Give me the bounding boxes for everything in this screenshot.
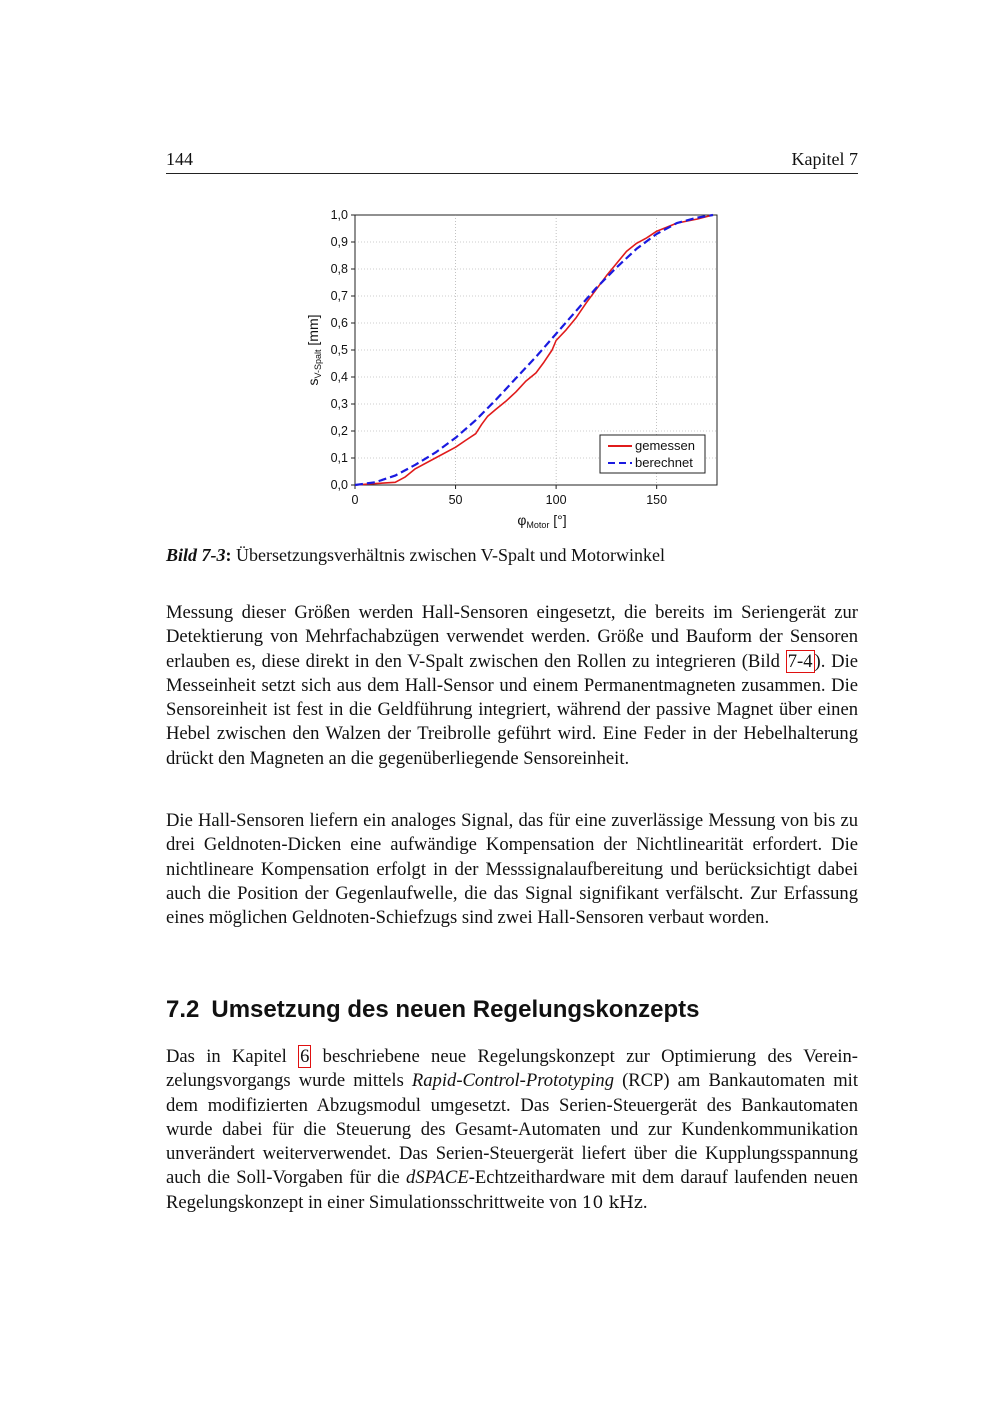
y-tick-label: 0,6	[330, 316, 348, 330]
y-tick-labels	[331, 208, 348, 492]
section-number: 7.2	[166, 996, 200, 1023]
paragraph-3-text-d: -Echtzeithardware mit dem darauf laufenden neuen Regelungskonzept in einer Simulationsschrittweite von	[166, 1167, 858, 1213]
page-number: 144	[166, 149, 193, 169]
paragraph-3	[166, 1045, 858, 1215]
x-tick-label: 0	[351, 493, 359, 507]
caption-label: Bild 7-3	[166, 545, 226, 565]
figure-ref-7-4[interactable]: 7-4	[787, 650, 813, 672]
figure-chart	[300, 200, 740, 540]
legend-label-berechnet: berechnet	[635, 455, 693, 470]
sample-rate-value: 10 kHz	[581, 1192, 643, 1213]
y-tick-label: 0,0	[330, 478, 348, 492]
section-heading	[166, 996, 699, 1024]
y-tick-label: 0,3	[330, 397, 348, 411]
y-axis-label: $s_{V-Spalt}$ [mm]	[305, 314, 323, 386]
y-tick-label: 0,8	[330, 262, 348, 276]
chart-svg	[300, 200, 740, 540]
paragraph-3-end: .	[642, 1191, 648, 1213]
y-tick-label: 0,1	[330, 451, 348, 465]
paragraph-3-text-a: Das in Kapitel	[166, 1046, 299, 1067]
caption-colon: :	[225, 545, 232, 565]
y-tick-label: 1,0	[330, 208, 348, 222]
x-tick-label: 150	[646, 493, 668, 507]
paragraph-1-text: Messung dieser Größen werden Hall-Sensoren eingesetzt, die bereits im Seriengerät zur Detektierung von Mehrfachabzügen verwendet werden. Größe und Bauform der Sensoren erlauben es, diese direkt in den V-Spalt zwischen den Rollen zu integrieren (Bild	[166, 602, 858, 672]
y-tick-label: 0,4	[330, 370, 348, 384]
y-tick-label: 0,9	[330, 235, 348, 249]
caption-text: Übersetzungsverhältnis zwischen V-Spalt und Motorwinkel	[231, 545, 665, 565]
figure-caption	[166, 543, 858, 567]
page-header	[166, 149, 858, 174]
dspace-term: dSPACE	[406, 1167, 469, 1189]
legend	[600, 435, 705, 473]
paragraph-1	[166, 601, 858, 771]
paragraph-3-text-b: beschriebene neue Regelungskonzept zur Optimierung des Vereinzelungsvorgangs wurde mittels	[166, 1046, 858, 1092]
x-axis-label: $\varphi_{Motor}$ [°]	[517, 512, 567, 530]
x-tick-labels	[352, 493, 668, 507]
chapter-ref-6[interactable]: 6	[300, 1046, 310, 1067]
section-title: Umsetzung des neuen Regelungskonzepts	[211, 996, 700, 1023]
paragraph-2: Die Hall-Sensoren liefern ein analoges Signal, das für eine zuverlässige Messung von bis zu drei Geldnoten-Dicken eine aufwändige Kompensation der Nichtlinearität erfordert. Die nichtlineare Kompensation erfolgt in der Messsignalaufbereitung und berücksichtigt dabei auch die Position der Gegenlaufwelle, die das Signal signifikant verfälscht. Zur Erfassung eines möglichen Geldnoten-Schiefzugs sind zwei Hall-Sensoren verbaut worden.	[166, 810, 858, 929]
y-tick-label: 0,2	[330, 424, 348, 438]
x-tick-label: 100	[545, 493, 567, 507]
paragraph-3-text-c: (RCP) am Bankautomaten mit dem modifizierten Abzugsmodul umgesetzt. Das Serien-Steuergerät des Bankautomaten wurde dabei für die Steuerung des Gesamt-Automaten und zur Kundenkommunikation unverändert weiterverwendet. Das Serien-Steuergerät liefert über die Kupplungsspannung auch die Soll-Vorgaben für die	[166, 1070, 859, 1189]
paragraph-1-end: ). Die Messeinheit setzt sich aus dem Hall-Sensor und einem Permanentmagneten zusammen. Die Sensoreinheit ist fest in die Geldführung integriert, während der passive Magnet über einen Hebel zwischen den Walzen der Treibrolle geführt wird. Eine Feder in der Hebelhalterung drückt den Magneten an die gegenüberliegende Sensoreinheit.	[166, 650, 859, 769]
x-tick-label: 50	[448, 493, 463, 507]
chapter-label: Kapitel 7	[791, 149, 858, 169]
y-tick-label: 0,7	[330, 289, 348, 303]
y-tick-label: 0,5	[330, 343, 348, 357]
legend-label-gemessen: gemessen	[635, 438, 695, 453]
rcp-term: Rapid-Control-Prototyping	[411, 1070, 615, 1092]
